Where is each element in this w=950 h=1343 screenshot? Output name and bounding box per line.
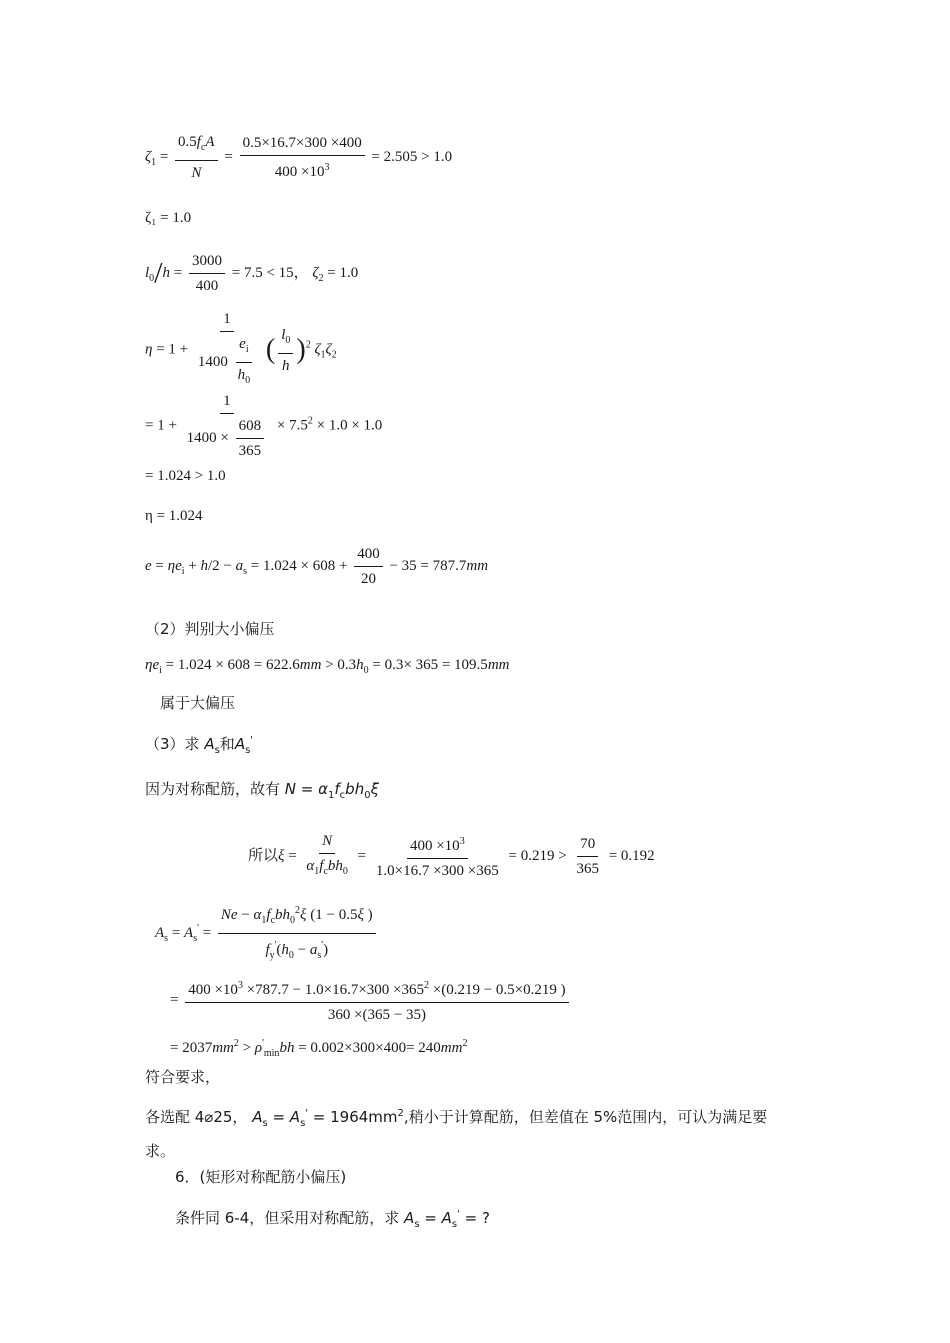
equation-eccentricity: $e = \eta e_i + h/2 - a_s = 1.024 \times 608$ + $\frac{400}{20}$ − 35 = 787.7mm xyxy=(145,546,489,587)
equation-eta-formula: η = 1 + 1 1400 $\frac{e_i}{h_0}$ ( $\frac{l_0}{h}$ )$^2$ $\zeta_1\zeta_2$ xyxy=(145,311,337,386)
equation-eta-result: = 1.024 > 1.0 xyxy=(145,468,226,484)
conclusion-meets-requirement: 符合要求， xyxy=(145,1068,221,1086)
equation-zeta1-value: ζ₁ = 1.0 xyxy=(145,210,192,226)
section-heading-2: （2）判别大小偏压 xyxy=(145,620,275,638)
paragraph-bar-selection: 各选配 4⌀25， $A_s = A_s' = 1964mm^2$,稍小于计算配筋，但差值在 5%范围内，可认为满足要 xyxy=(145,1108,768,1129)
equation-xi: 所以ξ = $\frac{N}{\alpha_1f_cbh_0}$ = $\frac{400 \times 10^3}{1.0\times 16.7 \times 300 \times 365}$ = 0.219 > $\frac{70}{365}$ = 0.192 xyxy=(248,833,655,879)
equation-As-result: = $2037mm^2 > \rho'_{min}bh = 0.002\times 300\times 400= 240mm^2$ xyxy=(170,1038,468,1059)
equation-slenderness: $l_0/h$ = $\frac{3000}{400}$ = 7.5 < 15， $\zeta_2 = 1.0$ xyxy=(145,253,359,294)
conclusion-large-eccentricity: 属于大偏压 xyxy=(160,694,236,712)
equation-As-substitution: = $\frac{400 \times 10^3 \times 787.7 - 1.0\times 16.7\times 300 \times 365^2 \times(0.219 - 0.5\times 0.219 )}{360 \times(365 - 35)}$ xyxy=(170,977,572,1024)
paragraph-bar-selection-end: 求。 xyxy=(145,1142,176,1160)
equation-symmetric-reinforcement: 因为对称配筋，故有 $N = \alpha_1f_cbh_0\xi$ xyxy=(145,780,379,801)
section-heading-3: （3）求 $A_s$和$A_s'$ xyxy=(145,735,254,756)
equation-judge-eccentricity: $\eta e_i = 1.024 \times 608 = 622.6mm > 0.3h_0 = 0.3\times 365 = 109.5mm$ xyxy=(145,657,510,676)
equation-eta-substitution: = 1 + 1 1400 × $\frac{608}{365}$ × $7.5^2 \times 1.0 \times 1.0$ xyxy=(145,393,383,459)
problem-statement: 条件同 6-4，但采用对称配筋，求 $A_s = A_s'$ = ? xyxy=(175,1209,490,1230)
equation-zeta1: $\zeta_1$ = $\frac{0.5f_cA}{N}$ = $\frac{0.5\times 16.7\times 300 \times 400}{400 \times 10^3}$ = 2.505 > 1.0 xyxy=(145,134,453,181)
problem-heading-6: 6．(矩形对称配筋小偏压) xyxy=(175,1168,347,1186)
equation-eta-value: η = 1.024 xyxy=(145,508,203,524)
equation-As-formula: $A_s = A_s'$ = $\frac{Ne - \alpha_1f_cbh_0^2\xi (1 - 0.5\xi )}{f_y'(h_0 - a_s')}$ xyxy=(155,902,379,965)
